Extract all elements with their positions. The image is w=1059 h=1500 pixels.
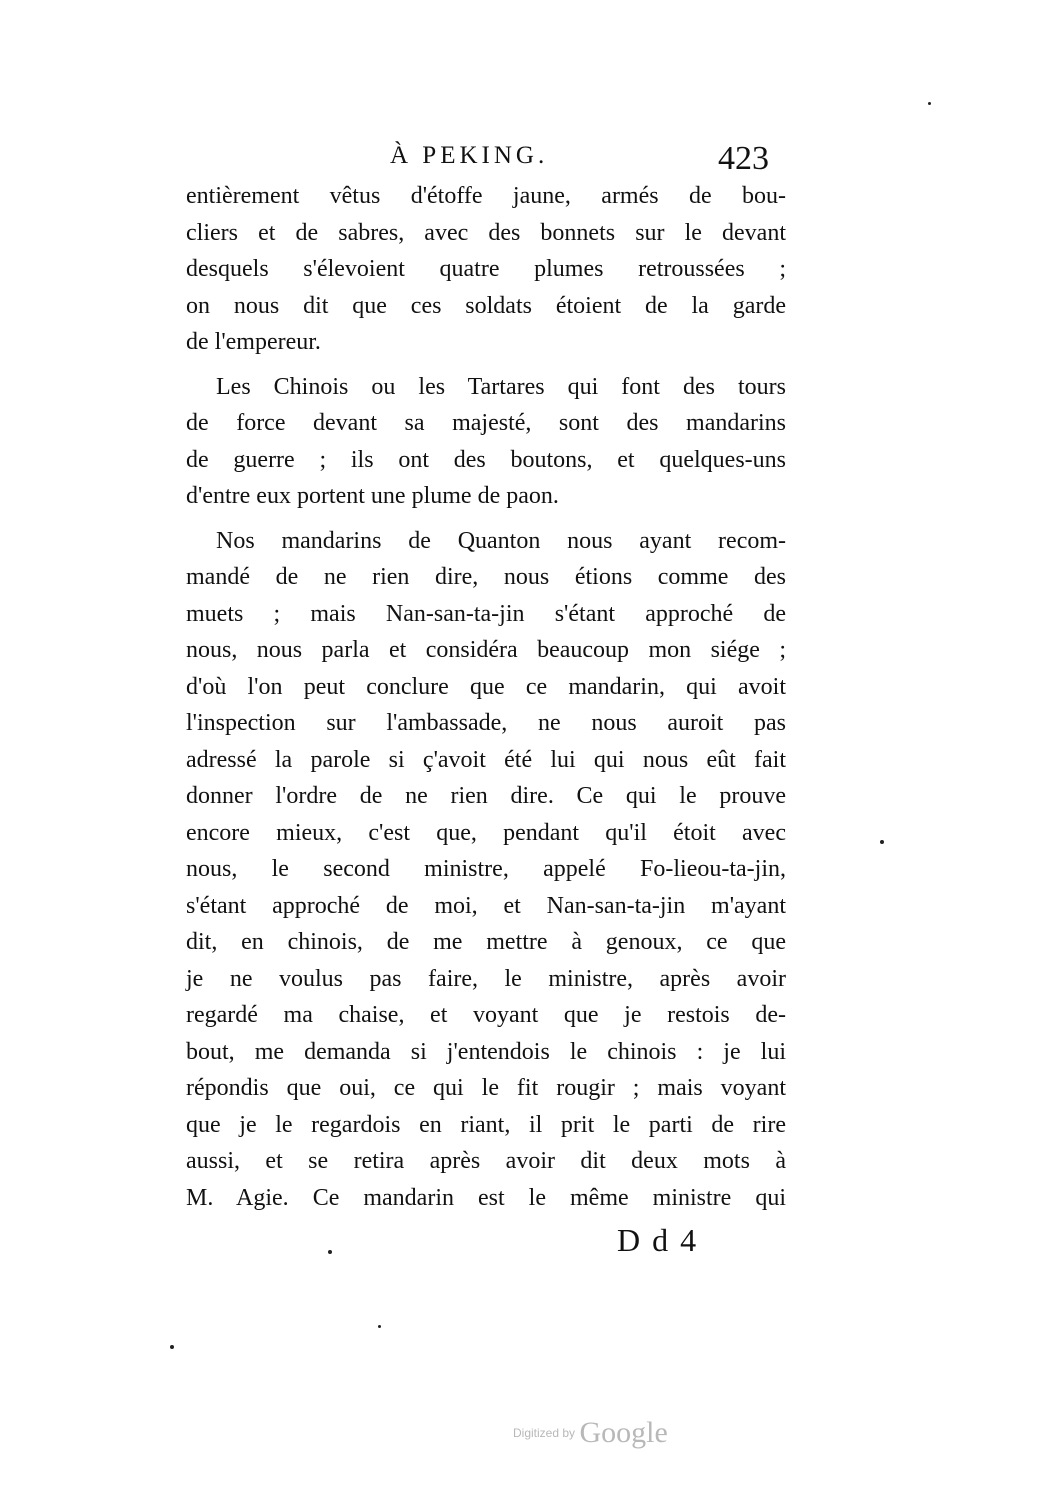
text-line: nous, nous parla et considéra beaucoup mon siége ; — [186, 637, 786, 663]
ink-speck — [378, 1325, 381, 1328]
text-line: desquels s'élevoient quatre plumes retroussées ; — [186, 256, 786, 282]
text-line: répondis que oui, ce qui le fit rougir ; mais voyant — [186, 1075, 786, 1101]
text-line: aussi, et se retira après avoir dit deux mots à — [186, 1148, 786, 1174]
text-line: cliers et de sabres, avec des bonnets sur le devant — [186, 219, 786, 246]
running-title: À PEKING. — [390, 142, 549, 169]
digitization-watermark — [513, 1416, 668, 1450]
paragraph — [186, 369, 786, 515]
watermark-prefix: Digitized by — [513, 1426, 576, 1440]
text-line: Nos mandarins de Quanton nous ayant recom- — [216, 527, 786, 554]
page-number: 423 — [718, 140, 769, 177]
paragraph — [186, 178, 786, 361]
ink-speck — [170, 1345, 174, 1349]
text-line: l'inspection sur l'ambassade, ne nous auroit pas — [186, 710, 786, 736]
watermark-brand: Google — [579, 1416, 668, 1449]
text-line: bout, me demanda si j'entendois le chinois : je lui — [186, 1038, 786, 1065]
body-text — [186, 178, 786, 1216]
text-line: d'entre eux portent une plume de paon. — [186, 483, 559, 509]
text-line: d'où l'on peut conclure que ce mandarin, qui avoit — [186, 673, 786, 700]
text-line: regardé ma chaise, et voyant que je restois de- — [186, 1002, 786, 1028]
text-line: adressé la parole si ç'avoit été lui qui nous eût fait — [186, 746, 786, 773]
ink-speck — [928, 102, 931, 105]
ink-speck — [328, 1250, 332, 1254]
text-line: entièrement vêtus d'étoffe jaune, armés de bou- — [186, 183, 786, 209]
text-line: encore mieux, c'est que, pendant qu'il étoit avec — [186, 819, 786, 846]
text-line: M. Agie. Ce mandarin est le même ministre qui — [186, 1184, 786, 1211]
paragraph — [186, 523, 786, 1217]
paragraph-gap — [186, 515, 786, 523]
text-line: dit, en chinois, de me mettre à genoux, ce que — [186, 929, 786, 955]
text-line: donner l'ordre de ne rien dire. Ce qui le prouve — [186, 783, 786, 809]
text-line: de guerre ; ils ont des boutons, et quelques-uns — [186, 446, 786, 473]
text-line: Les Chinois ou les Tartares qui font des tours — [216, 373, 786, 400]
text-line: muets ; mais Nan-san-ta-jin s'étant approché de — [186, 600, 786, 627]
paragraph-gap — [186, 361, 786, 369]
text-line: mandé de ne rien dire, nous étions comme des — [186, 564, 786, 590]
ink-speck — [880, 840, 884, 844]
text-line: nous, le second ministre, appelé Fo-lieou-ta-jin, — [186, 856, 786, 882]
printer-signature-mark: D d 4 — [617, 1222, 699, 1258]
text-line: on nous dit que ces soldats étoient de la garde — [186, 292, 786, 319]
text-line: s'étant approché de moi, et Nan-san-ta-jin m'ayant — [186, 892, 786, 919]
text-line: de force devant sa majesté, sont des mandarins — [186, 410, 786, 436]
text-line: que je le regardois en riant, il prit le parti de rire — [186, 1111, 786, 1138]
text-line: de l'empereur. — [186, 329, 321, 355]
text-line: je ne voulus pas faire, le ministre, après avoir — [186, 965, 786, 992]
